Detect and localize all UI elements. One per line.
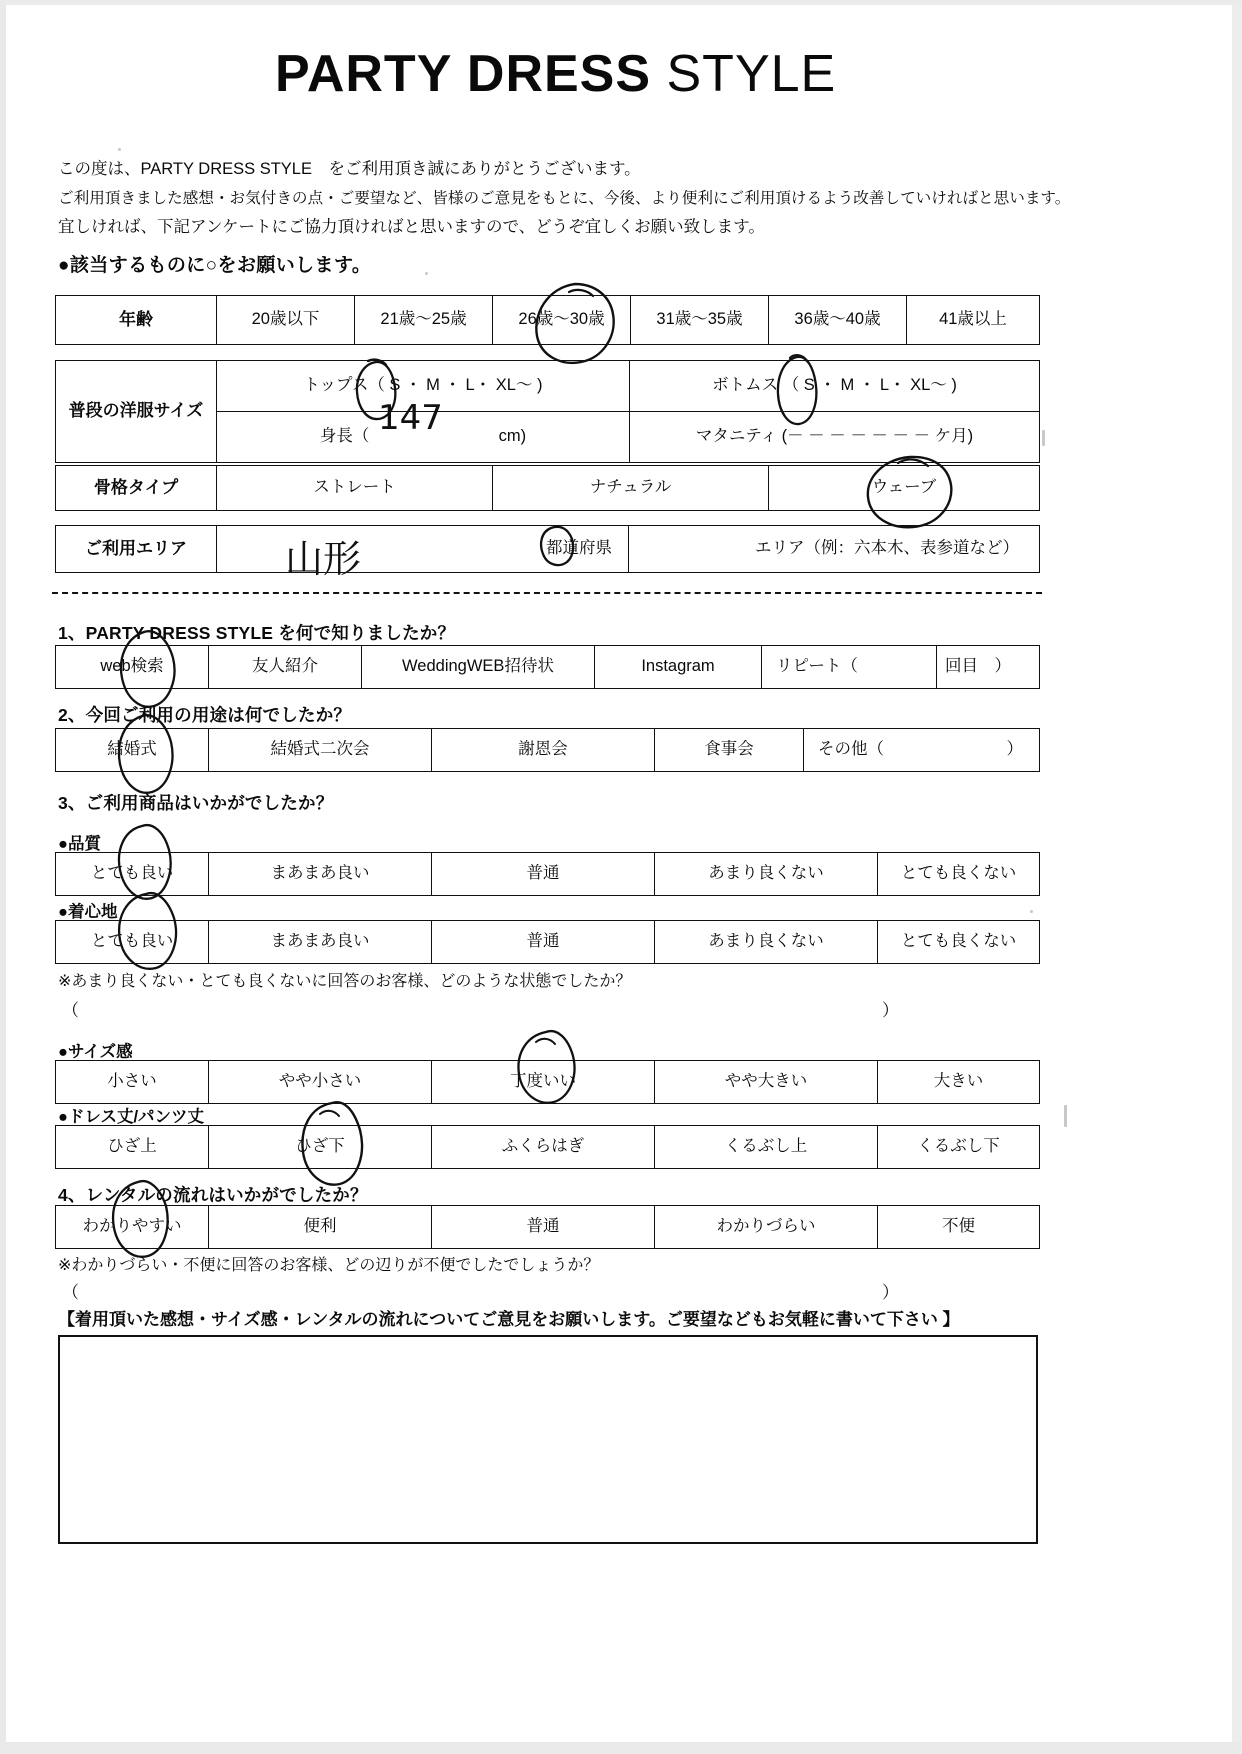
q4-option-1[interactable]: 便利 (209, 1206, 432, 1249)
q2-heading: 2、今回ご利用の用途は何でしたか？ (58, 705, 352, 725)
section-divider (52, 592, 1042, 594)
comfort-option-4[interactable]: とても良くない (878, 921, 1040, 964)
height-cell[interactable] (217, 412, 630, 463)
frame-type-option-1[interactable]: ナチュラル (493, 466, 769, 511)
q2-option-1[interactable]: 結婚式二次会 (209, 729, 432, 772)
q4-table (55, 1205, 1040, 1249)
title-light-part: STYLE (666, 45, 837, 103)
q1-option-5[interactable]: 回目 ） (937, 646, 1040, 689)
q2-option-5: ） (1006, 740, 1023, 759)
age-option-2[interactable]: 26歳〜30歳 (493, 296, 631, 345)
comfort-option-1[interactable]: まあまあ良い (209, 921, 432, 964)
table-row (56, 296, 1040, 345)
length-option-3[interactable]: くるぶし上 (655, 1126, 878, 1169)
quality-option-3[interactable]: あまり良くない (655, 853, 878, 896)
quality-option-2[interactable]: 普通 (432, 853, 655, 896)
q1-option-4[interactable]: リピート（ (762, 646, 937, 689)
table-row (56, 853, 1040, 896)
frame-type-option-2[interactable]: ウェーブ (769, 466, 1040, 511)
table-row (56, 646, 1040, 689)
age-table (55, 295, 1040, 345)
q2-option-4[interactable] (804, 729, 1040, 772)
scan-speck (1064, 1105, 1067, 1127)
comfort-followup-note: ※あまり良くない・とても良くないに回答のお客様、どのような状態でしたか？ (58, 973, 632, 990)
comfort-followup-answer[interactable] (62, 996, 899, 1021)
intro-line-3: 宜しければ、下記アンケートにご協力頂ければと思いますので、どうぞ宜しくお願い致します。 (58, 218, 765, 236)
frame-type-table (55, 465, 1040, 511)
q1-option-2[interactable]: WeddingWEB招待状 (362, 646, 595, 689)
scan-edge-bottom (0, 1742, 1242, 1754)
table-row (56, 361, 1040, 412)
age-option-1[interactable]: 21歳〜25歳 (355, 296, 493, 345)
scan-edge-left (0, 0, 6, 1754)
q3-sizefeel-label: ●サイズ感 (58, 1043, 133, 1061)
q3-quality-table (55, 852, 1040, 896)
scan-speck (1042, 430, 1045, 446)
sizefeel-option-1[interactable]: やや小さい (209, 1061, 432, 1104)
prefecture-handwritten-value: 山形 (285, 537, 362, 581)
q3-length-table (55, 1125, 1040, 1169)
sizefeel-option-0[interactable]: 小さい (56, 1061, 209, 1104)
q3-comfort-label: ●着心地 (58, 903, 118, 921)
sizefeel-option-4[interactable]: 大きい (878, 1061, 1040, 1104)
table-row (56, 1126, 1040, 1169)
height-label: 身長（ (319, 427, 370, 446)
quality-option-0[interactable]: とても良い (56, 853, 209, 896)
q4-followup-answer[interactable] (62, 1278, 899, 1303)
scan-edge-right (1232, 0, 1242, 1754)
q1-option-3[interactable]: Instagram (595, 646, 762, 689)
q1-option-1[interactable]: 友人紹介 (209, 646, 362, 689)
q1-heading: 1、PARTY DRESS STYLE を何で知りましたか？ (58, 623, 456, 643)
comfort-option-0[interactable]: とても良い (56, 921, 209, 964)
q4-option-4[interactable]: 不便 (878, 1206, 1040, 1249)
age-label: 年齢 (56, 296, 217, 345)
intro-paragraph (58, 155, 1071, 242)
q3-heading: 3、ご利用商品はいかがでしたか？ (58, 793, 334, 813)
q4-followup-note: ※わかりづらい・不便に回答のお客様、どの辺りが不便でしたでしょうか？ (58, 1257, 600, 1274)
height-handwritten-value: 147 (378, 398, 443, 438)
age-option-5[interactable]: 41歳以上 (907, 296, 1040, 345)
table-row (56, 466, 1040, 511)
table-row (56, 526, 1040, 573)
table-row (56, 1206, 1040, 1249)
q4-option-3[interactable]: わかりづらい (655, 1206, 878, 1249)
area-table (55, 525, 1040, 573)
q4-heading: 4、レンタルの流れはいかがでしたか？ (58, 1185, 368, 1205)
comfort-option-3[interactable]: あまり良くない (655, 921, 878, 964)
age-option-0[interactable]: 20歳以下 (217, 296, 355, 345)
paren-open: （ (62, 1283, 79, 1302)
q3-length-label: ●ドレス丈/パンツ丈 (58, 1108, 205, 1126)
sizefeel-option-3[interactable]: やや大きい (655, 1061, 878, 1104)
comfort-option-2[interactable]: 普通 (432, 921, 655, 964)
scan-speck (425, 272, 428, 275)
paren-close: ） (882, 1001, 899, 1020)
area-hint-cell[interactable]: エリア（例：六本木、表参道など） (629, 526, 1040, 573)
clothing-size-label: 普段の洋服サイズ (56, 361, 217, 463)
scan-speck (118, 148, 121, 151)
area-label: ご利用エリア (56, 526, 217, 573)
q3-quality-label: ●品質 (58, 835, 101, 853)
prefecture-cell[interactable]: 都道府県 (217, 526, 629, 573)
paren-open: （ (62, 1001, 79, 1020)
sizefeel-option-2[interactable]: 丁度いい (432, 1061, 655, 1104)
quality-option-4[interactable]: とても良くない (878, 853, 1040, 896)
q2-option-4-label: その他（ (818, 740, 884, 759)
length-option-4[interactable]: くるぶし下 (878, 1126, 1040, 1169)
quality-option-1[interactable]: まあまあ良い (209, 853, 432, 896)
scan-edge-top (0, 0, 1242, 5)
tops-size-cell[interactable]: トップス（ S ・ M ・ L・ XL〜 ) (217, 361, 630, 412)
maternity-cell[interactable]: マタニティ (－ － － － － － － ケ月) (630, 412, 1040, 463)
frame-type-option-0[interactable]: ストレート (217, 466, 493, 511)
q2-option-0[interactable]: 結婚式 (56, 729, 209, 772)
q4-option-0[interactable]: わかりやすい (56, 1206, 209, 1249)
length-option-0[interactable]: ひざ上 (56, 1126, 209, 1169)
q2-option-2[interactable]: 謝恩会 (432, 729, 655, 772)
length-option-1[interactable]: ひざ下 (209, 1126, 432, 1169)
length-option-2[interactable]: ふくらはぎ (432, 1126, 655, 1169)
intro-line-2: ご利用頂きました感想・お気付きの点・ご要望など、皆様のご意見をもとに、今後、より便利にご利用頂けるよう改善していければと思います。 (58, 190, 1071, 207)
lead-instruction: ●該当するものに○をお願いします。 (58, 255, 372, 276)
scan-speck (1030, 910, 1033, 913)
comment-heading: 【着用頂いた感想・サイズ感・レンタルの流れについてご意見をお願いします。ご要望などもお気軽に書いて下さい 】 (58, 1310, 960, 1329)
title-bold-part: PARTY DRESS (275, 45, 652, 103)
age-option-4[interactable]: 36歳〜40歳 (769, 296, 907, 345)
height-unit: cm) (498, 427, 527, 446)
comment-box[interactable] (58, 1335, 1038, 1544)
intro-line-1: この度は、PARTY DRESS STYLE をご利用頂き誠にありがとうございます。 (58, 160, 641, 178)
q2-table (55, 728, 1040, 772)
q1-option-0[interactable]: web検索 (56, 646, 209, 689)
table-row (56, 921, 1040, 964)
paren-close: ） (882, 1283, 899, 1302)
page-title (275, 45, 975, 103)
clothing-size-table (55, 360, 1040, 463)
table-row (56, 729, 1040, 772)
frame-type-label: 骨格タイプ (56, 466, 217, 511)
q3-comfort-table (55, 920, 1040, 964)
q3-sizefeel-table (55, 1060, 1040, 1104)
age-option-3[interactable]: 31歳〜35歳 (631, 296, 769, 345)
q2-option-3[interactable]: 食事会 (655, 729, 804, 772)
bottoms-size-cell[interactable]: ボトムス （ S ・ M ・ L・ XL〜 ) (630, 361, 1040, 412)
q1-table (55, 645, 1040, 689)
table-row (56, 1061, 1040, 1104)
q4-option-2[interactable]: 普通 (432, 1206, 655, 1249)
